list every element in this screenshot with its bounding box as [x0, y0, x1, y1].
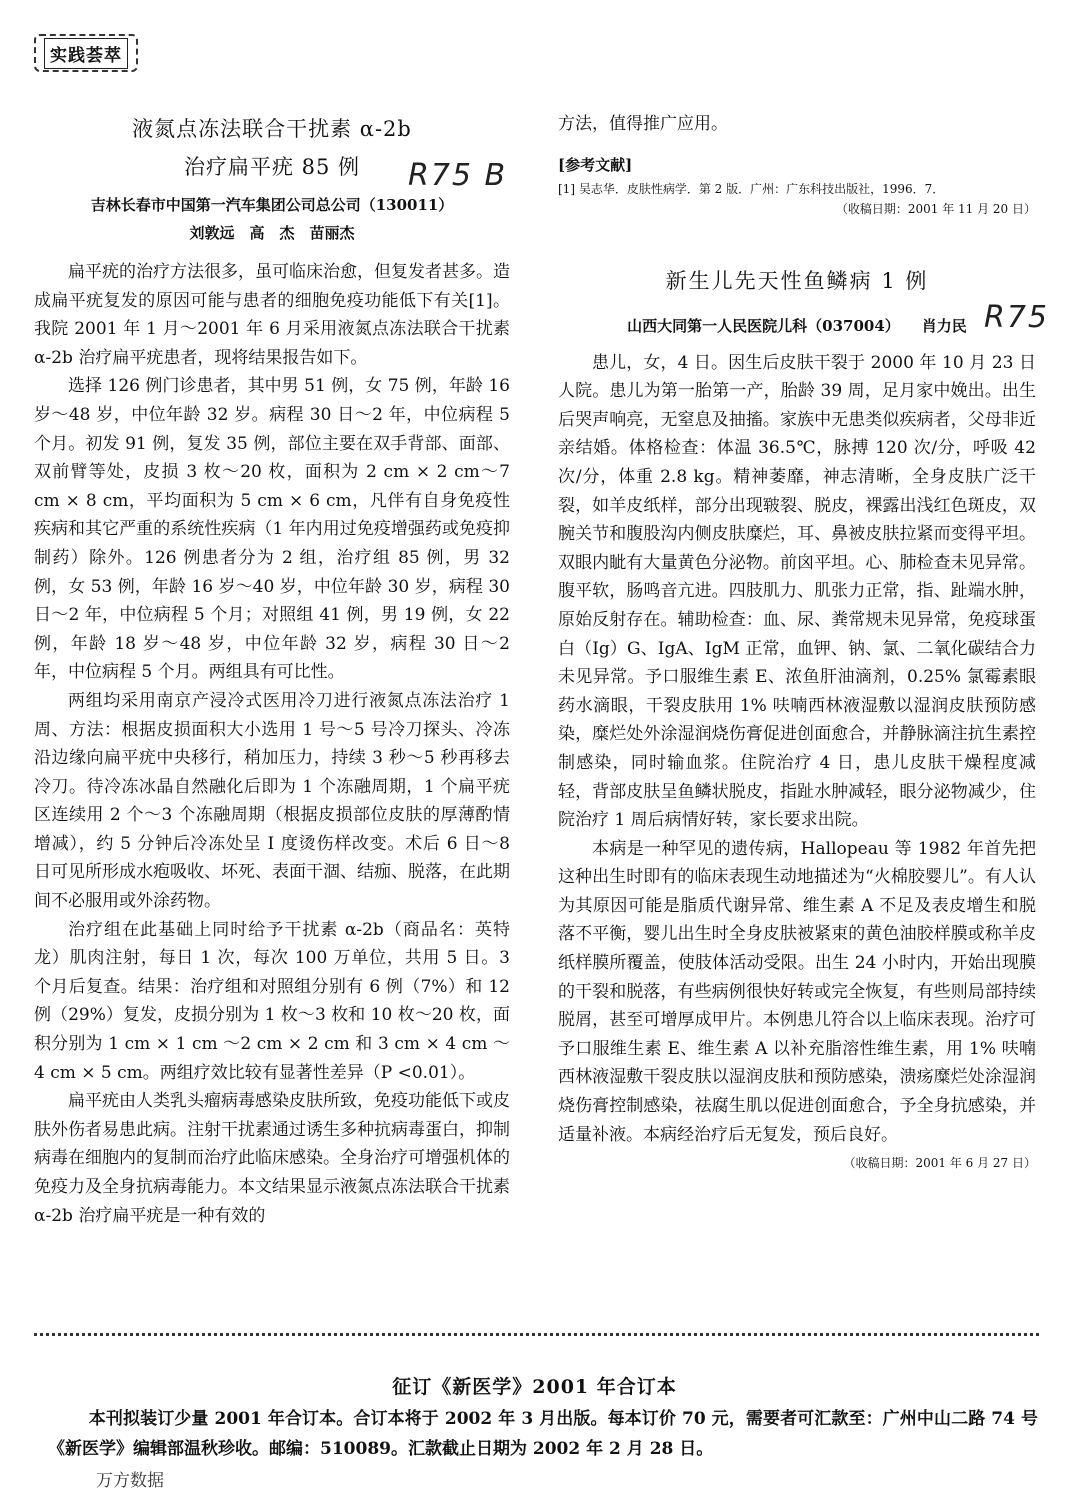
section-badge	[34, 34, 138, 72]
section-badge-label: 实践荟萃	[44, 38, 128, 69]
watermark: 万方数据	[96, 1471, 164, 1491]
article1-paragraph: 选择 126 例门诊患者，其中男 51 例，女 75 例，年龄 16 岁～48 岁，中位年龄 32 岁。病程 30 日～2 年，中位病程 5 个月。初发 91 例，复发 35 例，部位主要在双手背部、面部、双前臂等处，皮损 3 枚～20 枚，面积为 2 cm × 2 cm～7 cm × 8 cm，平均面积为 5 cm × 6 cm，凡伴有自身免疫性疾病和其它严重的系统性疾病（1 年内用过免疫增强药或免疫抑制药）除外。126 例患者分为 2 组，治疗组 85 例，男 32 例，女 53 例，年龄 16 岁～40 岁，中位年龄 30 岁，病程 30 日～2 年，中位病程 5 个月；对照组 41 例，男 19 例，女 22 例，年龄 18 岁～48 岁，中位年龄 32 岁，病程 30 日～2 年，中位病程 5 个月。两组具有可比性。	[34, 376, 510, 683]
references-heading: [参考文献]	[558, 155, 633, 174]
article1-paragraph: 两组均采用南京产浸冷式医用冷刀进行液氮点冻法治疗 1 周、方法：根据皮损面积大小选用 1 号～5 号冷刀探头、冷冻沿边缘向扁平疣中央移行，稍加压力，持续 3 秒～5 秒再移去冷刀。待冷冻冰晶自然融化后即为 1 个冻融周期，1 个扁平疣区连续用 2 个～3 个冻融周期（根据皮损部位皮肤的厚薄酌情增减），约 5 分钟后冷冻处呈 Ⅰ 度烫伤样改变。术后 6 日～8 日可见所形成水疱吸收、坏死、表面干涸、结痂、脱落，在此期间不必服用或外涂药物。	[34, 690, 510, 912]
article1-paragraph: 扁平疣的治疗方法很多，虽可临床治愈，但复发者甚多。造成扁平疣复发的原因可能与患者的细胞免疫功能低下有关[1]。我院 2001 年 1 月～2001 年 6 月采用液氮点冻法联合干扰素 α-2b 治疗扁平疣患者，现将结果报告如下。	[34, 262, 510, 368]
handwritten-annotation: R75	[984, 300, 1050, 335]
article1-title-line1: 液氮点冻法联合干扰素 α-2b	[132, 117, 412, 141]
article2-title: 新生儿先天性鱼鳞病 1 例	[665, 268, 929, 293]
notice-title: 征订《新医学》2001 年合订本	[392, 1376, 677, 1398]
article2-paragraph: 患儿，女，4 日。因生后皮肤干裂于 2000 年 10 月 23 日人院。患儿为第一胎第一产，胎龄 39 周，足月家中娩出。出生后哭声响亮，无窒息及抽搐。家族中无患类似疾病者，父母非近亲结婚。体格检查：体温 36.5℃，脉搏 120 次/分，呼吸 42 次/分，体重 2.8 kg。精神萎靡，神志清晰，全身皮肤广泛干裂，如羊皮纸样，部分出现皲裂、脱皮，裸露出浅红色斑皮，双腕关节和腹股沟内侧皮肤糜烂，耳、鼻被皮肤拉紧而变得平坦。双眼内眦有大量黄色分泌物。前囟平坦。心、肺检查未见异常。腹平软，肠鸣音亢进。四肢肌力、肌张力正常，指、趾端水肿，原始反射存在。辅助检查：血、尿、粪常规未见异常，免疫球蛋白（Ig）G、IgA、IgM 正常，血钾、钠、氯、二氧化碳结合力未见异常。予口服维生素 E、浓鱼肝油滴剂，0.25% 氯霉素眼药水滴眼，干裂皮肤用 1% 呋喃西林液湿敷以湿润皮肤预防感染，糜烂处外涂湿润烧伤膏促进创面愈合，并静脉滴注抗生素控制感染，同时输血浆。住院治疗 4 日，患儿皮肤干燥程度减轻，背部皮肤呈鱼鳞状脱皮，指趾水肿减轻，眼分泌物减少，住院治疗 1 周后病情好转，家长要求出院。	[558, 352, 1036, 831]
section-divider	[34, 1333, 1039, 1336]
article2-paragraph: 本病是一种罕见的遗传病，Hallopeau 等 1982 年首先把这种出生时即有的临床表现生动地描述为“火棉胶婴儿”。有人认为其原因可能是脂质代谢异常、维生素 A 不足及表皮增生和脱落不平衡，婴儿出生时全身皮肤被紧束的黄色油胶样膜或称羊皮纸样膜所覆盖，使肢体活动受限。出生 24 小时内，开始出现膜的干裂和脱落，有些病例很快好转或完全恢复，有些则局部持续脱屑，甚至可增厚成甲片。本例患儿符合以上临床表现。治疗可予口服维生素 E、维生素 A 以补充脂溶性维生素，用 1% 呋喃西林液湿敷干裂皮肤以湿润皮肤和预防感染，溃疡糜烂处涂湿润烧伤膏控制感染，祛腐生肌以促进创面愈合，予全身抗感染，并适量补液。本病经治疗后无复发，预后良好。	[558, 838, 1036, 1145]
handwritten-annotation: R75 B	[408, 158, 508, 193]
article1-authors: 刘敦远 高 杰 苗丽杰	[189, 224, 355, 242]
reference-item: [1] 吴志华．皮肤性病学．第 2 版．广州：广东科技出版社，1996．7．	[558, 181, 945, 196]
article2-received-date: （收稿日期：2001 年 6 月 27 日）	[843, 1156, 1036, 1171]
article1-continuation: 方法，值得推广应用。	[558, 114, 728, 134]
article1-paragraph: 扁平疣由人类乳头瘤病毒感染皮肤所致，免疫功能低下或皮肤外伤者易患此病。注射干扰素通过诱生多种抗病毒蛋白，抑制病毒在细胞内的复制而治疗此临床感染。全身治疗可增强机体的免疫力及全身抗病毒能力。本文结果显示液氮点冻法联合干扰素 α-2b 治疗扁平疣是一种有效的	[34, 1091, 510, 1226]
article1-affiliation: 吉林长春市中国第一汽车集团公司总公司（130011）	[90, 196, 454, 214]
article1-title-line2: 治疗扁平疣 85 例	[183, 155, 361, 179]
right-column	[558, 110, 1036, 1173]
article1-received-date: （收稿日期：2001 年 11 月 20 日）	[835, 201, 1036, 216]
article2-author: 肖力民	[921, 316, 967, 335]
article2-byline	[558, 313, 1036, 339]
article1-paragraph: 治疗组在此基础上同时给予干扰素 α-2b（商品名：英特龙）肌肉注射，每日 1 次，每次 100 万单位，共用 5 日。3 个月后复查。结果：治疗组和对照组分别有 6 例（7%）和 12 例（29%）复发，皮损分别为 1 枚～3 枚和 10 枚～20 枚，面积分别为 1 cm × 1 cm ～2 cm × 2 cm 和 3 cm × 4 cm ～4 cm × 5 cm。两组疗效比较有显著性差异（P <0.01）。	[34, 919, 510, 1083]
left-column	[34, 110, 510, 1230]
notice-body: 本刊拟装订少量 2001 年合订本。合订本将于 2002 年 3 月出版。每本订价 70 元，需要者可汇款至：广州中山二路 74 号《新医学》编辑部温秋珍收。邮编：510089。汇款截止日期为 2002 年 2 月 28 日。	[48, 1409, 1038, 1459]
article2-affiliation: 山西大同第一人民医院儿科（037004）	[627, 316, 900, 335]
